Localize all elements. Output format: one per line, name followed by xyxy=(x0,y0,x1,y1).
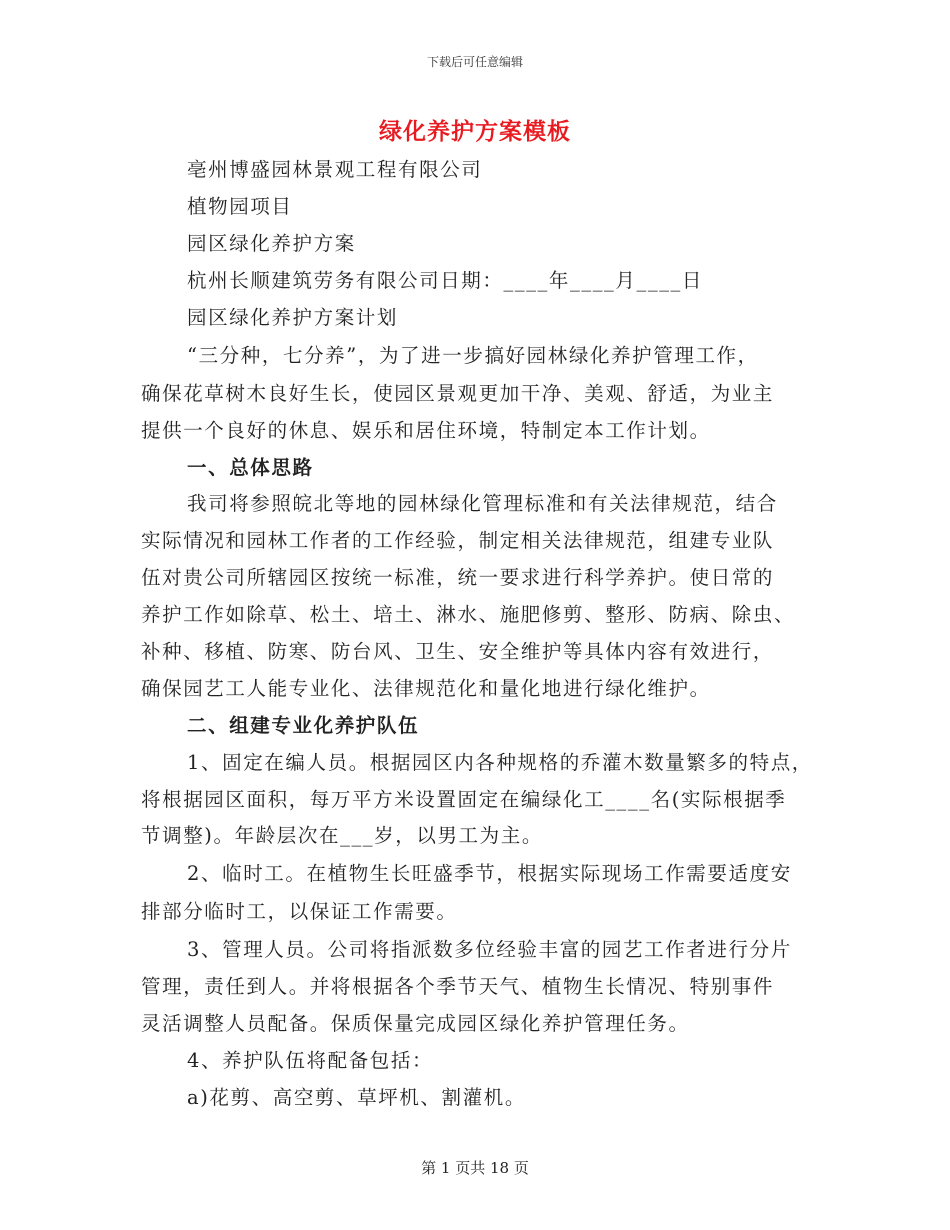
document-title: 绿化养护方案模板 xyxy=(379,118,571,145)
paragraph-line: 3、管理人员。公司将指派数多位经验丰富的园艺工作者进行分片 xyxy=(187,938,792,961)
paragraph-line: 灵活调整人员配备。保质保量完成园区绿化养护管理任务。 xyxy=(141,1012,690,1035)
contractor-date-line: 杭州长顺建筑劳务有限公司日期：____年____月____日 xyxy=(187,269,703,292)
paragraph-line: 提供一个良好的休息、娱乐和居住环境，特制定本工作计划。 xyxy=(141,419,711,442)
plan-name: 园区绿化养护方案 xyxy=(187,232,356,255)
paragraph-line: 1、固定在编人员。根据园区内各种规格的乔灌木数量繁多的特点， xyxy=(187,751,813,774)
paragraph-line: 将根据园区面积，每万平方米设置固定在编绿化工____名(实际根据季 xyxy=(141,788,787,811)
paragraph-line: “三分种，七分养”，为了进一步搞好园林绿化养护管理工作， xyxy=(187,344,759,367)
paragraph-line: 排部分临时工，以保证工作需要。 xyxy=(141,900,458,923)
section-heading: 一、总体思路 xyxy=(187,456,314,479)
page-header: 下载后可任意编辑 xyxy=(426,55,523,69)
paragraph-line: 2、临时工。在植物生长旺盛季节，根据实际现场工作需要适度安 xyxy=(187,862,792,885)
paragraph-line: 确保花草树木良好生长，使园区景观更加干净、美观、舒适，为业主 xyxy=(141,382,775,405)
paragraph-line: 4、养护队伍将配备包括： xyxy=(187,1049,434,1072)
paragraph-line: 补种、移植、防寒、防台风、卫生、安全维护等具体内容有效进行， xyxy=(141,640,775,663)
project-name: 植物园项目 xyxy=(187,195,293,218)
paragraph-line: 节调整)。年龄层次在___岁，以男工为主。 xyxy=(141,824,543,847)
company-name: 亳州博盛园林景观工程有限公司 xyxy=(187,158,483,181)
paragraph-line: a)花剪、高空剪、草坪机、割灌机。 xyxy=(187,1086,526,1109)
page-footer: 第 1 页共 18 页 xyxy=(421,1159,529,1177)
paragraph-line: 养护工作如除草、松土、培土、淋水、施肥修剪、整形、防病、除虫、 xyxy=(141,603,796,626)
paragraph-line: 我司将参照皖北等地的园林绿化管理标准和有关法律规范，结合 xyxy=(187,492,778,515)
paragraph-line: 伍对贵公司所辖园区按统一标准，统一要求进行科学养护。使日常的 xyxy=(141,566,775,589)
paragraph-line: 确保园艺工人能专业化、法律规范化和量化地进行绿化维护。 xyxy=(141,677,711,700)
plan-subtitle: 园区绿化养护方案计划 xyxy=(187,306,399,329)
section-heading: 二、组建专业化养护队伍 xyxy=(187,714,420,737)
paragraph-line: 实际情况和园林工作者的工作经验，制定相关法律规范，组建专业队 xyxy=(141,529,775,552)
paragraph-line: 管理，责任到人。并将根据各个季节天气、植物生长情况、特别事件 xyxy=(141,975,775,998)
